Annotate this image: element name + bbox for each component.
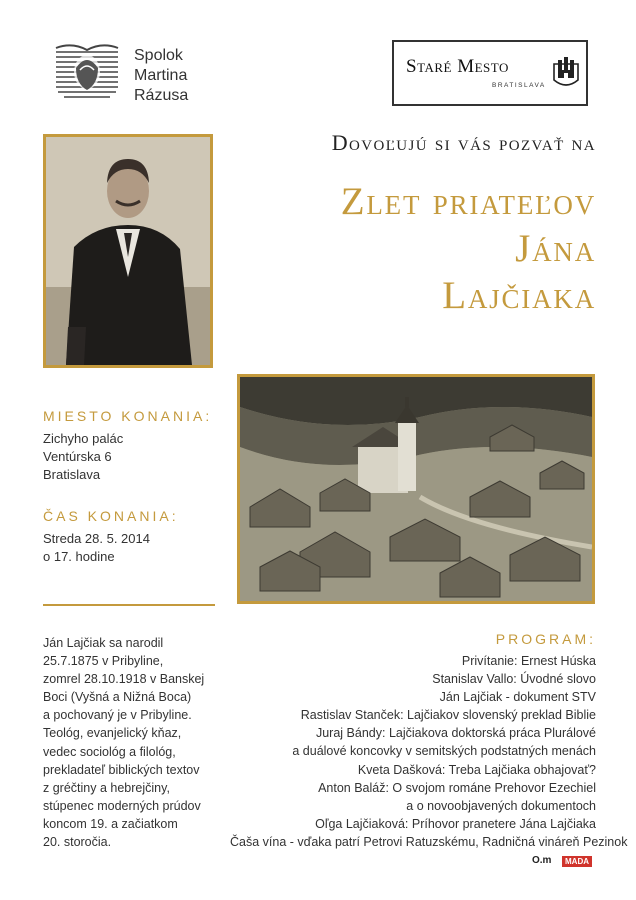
program-item: a duálové koncovky v semitských podstatných menách [292, 744, 596, 759]
venue-label: MIESTO KONANIA: [43, 408, 213, 424]
time-line: Streda 28. 5. 2014 [43, 531, 150, 546]
village-photo [237, 374, 595, 604]
spolok-line: Spolok [134, 47, 183, 64]
bio-line: z gréčtiny a hebrejčiny, [43, 780, 170, 795]
venue-line: Zichyho palác [43, 431, 124, 446]
bio-line: stúpenec moderných prúdov [43, 798, 201, 813]
bio-line: zomrel 28.10.1918 v Banskej [43, 672, 205, 687]
biography [43, 634, 233, 851]
venue-line: Ventúrska 6 [43, 449, 112, 464]
stare-mesto-logo [392, 40, 588, 106]
divider-rule [43, 604, 215, 606]
bio-line: 25.7.1875 v Pribyline, [43, 654, 164, 669]
bio-line: 20. storočia. [43, 835, 112, 850]
program-label: PROGRAM: [495, 631, 596, 647]
program-item: Stanislav Vallo: Úvodné slovo [432, 672, 596, 687]
venue-line: Bratislava [43, 467, 101, 482]
bio-line: a pochovaný je v Pribyline. [43, 708, 192, 723]
village-scene-icon [240, 377, 592, 601]
program-item: Anton Baláž: O svojom románe Prehovor Ezechiel [318, 780, 596, 795]
stare-mesto-title: Staré Mesto [406, 56, 509, 77]
event-title-line: Jána [515, 227, 596, 270]
venue-address [43, 430, 123, 484]
portrait-figure-icon [46, 137, 210, 365]
program-item: Čaša vína - vďaka patrí Petrovi Ratuzskému, Radničná vináreň Pezinok [230, 834, 628, 849]
program-list [230, 652, 628, 851]
footer-logo-om: O.m [532, 855, 552, 866]
program-item: a o novoobjavených dokumentoch [406, 798, 596, 813]
castle-crest-icon [552, 56, 580, 90]
bio-line: vedec sociológ a filológ, [43, 744, 176, 759]
program-item: Rastislav Stanček: Lajčiakov slovenský preklad Biblie [300, 708, 596, 723]
time-label: ČAS KONANIA: [43, 508, 179, 524]
event-title-line: Lajčiaka [442, 274, 596, 317]
program-item: Ján Lajčiak - dokument STV [439, 690, 596, 705]
spolok-book-portrait-icon [52, 40, 122, 106]
invitation-line: Dovoľujú si vás pozvať na [331, 130, 596, 155]
stare-mesto-subtitle: BRATISLAVA [492, 82, 546, 89]
bio-line: koncom 19. a začiatkom [43, 816, 178, 831]
time-details [43, 530, 150, 566]
program-item: Oľga Lajčiaková: Príhovor pranetere Jána Lajčiaka [315, 816, 596, 831]
portrait-photo [43, 134, 213, 368]
event-title [240, 178, 596, 319]
program-item: Juraj Bándy: Lajčiakova doktorská práca Plurálové [315, 726, 596, 741]
time-line: o 17. hodine [43, 549, 115, 564]
event-title-line: Zlet priateľov [340, 180, 596, 223]
spolok-line: Rázusa [134, 87, 189, 104]
bio-line: Teológ, evanjelický kňaz, [43, 726, 182, 741]
bio-line: prekladateľ biblických textov [43, 762, 200, 777]
footer-logo-mada: MADA [562, 856, 592, 867]
spolok-line: Martina [134, 67, 188, 84]
bio-line: Boci (Vyšná a Nižná Boca) [43, 690, 192, 705]
program-item: Privítanie: Ernest Húska [461, 654, 596, 668]
bio-line: Ján Lajčiak sa narodil [43, 636, 164, 650]
spolok-logo-text [134, 46, 188, 106]
program-item: Kveta Dašková: Treba Lajčiaka obhajovať? [357, 762, 596, 777]
